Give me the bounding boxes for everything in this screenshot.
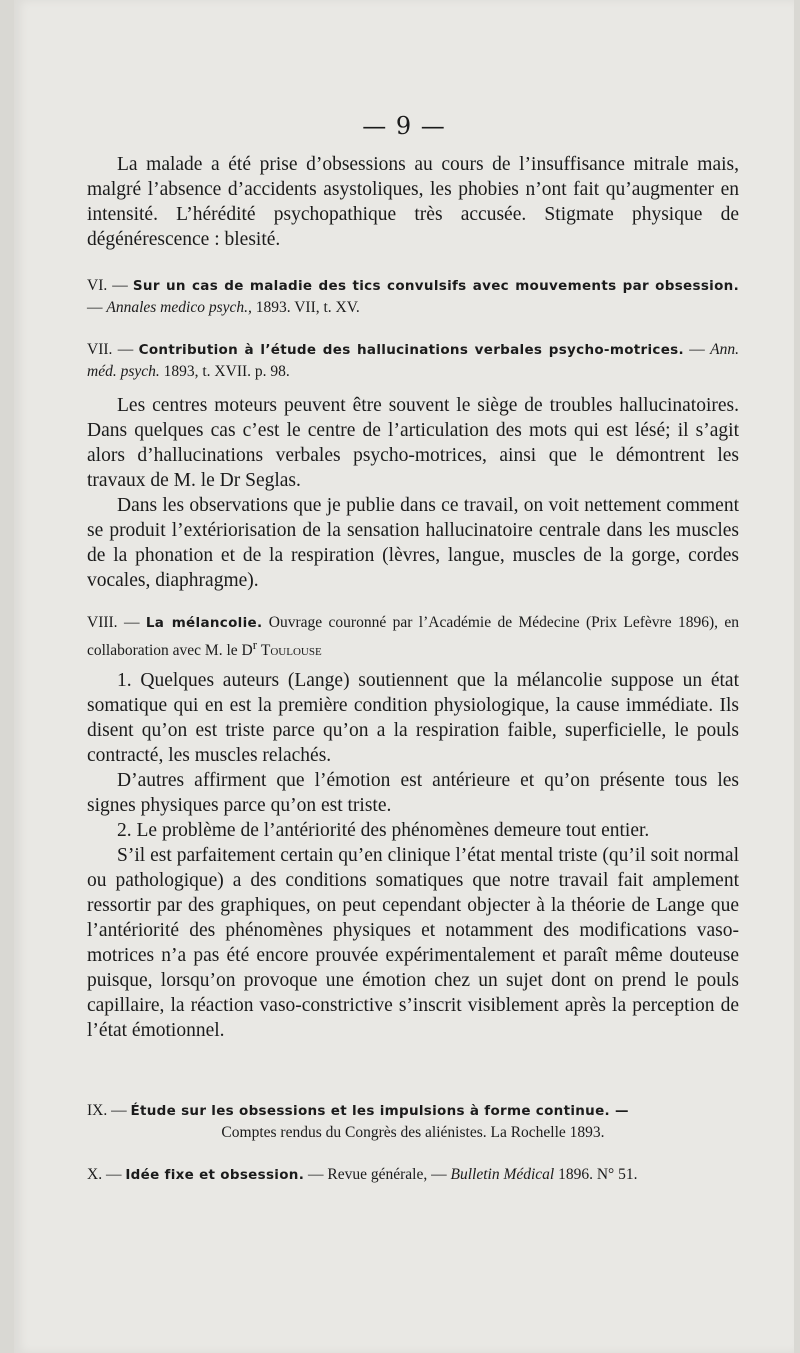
entry-x-number: X. —	[87, 1166, 122, 1183]
entry-viii-paragraph: D’autres affirment que l’émotion est antérieure et qu’on présente tous les signes physiques parce qu’on est triste.	[87, 770, 739, 816]
entry-vii-number: VII. —	[87, 341, 134, 358]
entry-viii-paragraph: 1. Quelques auteurs (Lange) soutiennent que la mélancolie suppose un état somatique qui en est la première condition physiologique, la cause immédiate. Ils disent qu’on est triste parce qu’on a la respiration faible, superficielle, le pouls contracté, les muscles relachés.	[87, 670, 739, 766]
entry-x-text: — Revue générale, —	[308, 1166, 447, 1183]
entry-vii-title: Contribution à l’étude des hallucinations verbales psycho-motrices.	[138, 342, 684, 358]
entry-viii-number: VIII. —	[87, 614, 140, 631]
entry-vii-body	[87, 393, 739, 593]
entry-ix-details: Comptes rendus du Congrès des aliénistes. La Rochelle 1893.	[221, 1124, 605, 1141]
entry-x-details: 1896. N° 51.	[558, 1166, 638, 1183]
entry-vii-journal: Ann. méd. psych.	[87, 341, 740, 380]
entry-viii-superscript: r	[252, 637, 258, 652]
entry-vi-details: 1893. VII, t. XV.	[255, 299, 360, 316]
entry-vi-journal: Annales medico psych.,	[106, 299, 252, 316]
entry-viii-body	[87, 668, 739, 1043]
entry-viii-text: Ouvrage couronné par l’Académie de Médecine (Prix Lefèvre 1896), en collaboration avec M. le D	[87, 614, 740, 660]
entry-ix	[87, 1100, 739, 1144]
book-page	[14, 0, 794, 1353]
intro-paragraph: La malade a été prise d’obsessions au cours de l’insuffisance mitrale mais, malgré l’absence d’accidents asystoliques, les phobies n’ont fait qu’augmenter en intensité. L’hérédité psychopathique très accusée. Stigmate physique de dégénérescence : blesité.	[87, 154, 739, 250]
entry-x	[87, 1164, 739, 1186]
entry-x-title: Idée fixe et obsession.	[125, 1167, 305, 1183]
entry-vi-title: Sur un cas de maladie des tics convulsifs avec mouvements par obsession.	[132, 278, 739, 294]
entry-viii-paragraph: S’il est parfaitement certain qu’en clinique l’état mental triste (qu’il soit normal ou pathologique) a des conditions somatiques que notre travail fait amplement ressortir par des graphiques, on peut cependant objecter à la théorie de Lange que l’antériorité des phénomènes physiques et notamment des modifications vaso-motrices n’a pas été encore prouvée expérimentalement et paraît même douteuse puisque, lorsqu’on provoque une émotion chez un sujet dont on prend le pouls capillaire, la réaction vaso-constrictive s’inscrit visiblement après la perception de l’état émotionnel.	[87, 845, 739, 1041]
entry-vii: VII. — Contribution à l’étude des hallucinations verbales psycho-motrices. — Ann. méd. psych. 1893, t. XVII. p. 98.	[87, 341, 740, 380]
page-number: — 9 —	[362, 112, 446, 140]
intro-paragraph-block	[87, 152, 739, 252]
entry-vi-number: VI. —	[87, 277, 128, 294]
entry-ix-number: IX. —	[87, 1102, 127, 1119]
entry-viii-paragraph: 2. Le problème de l’antériorité des phénomènes demeure tout entier.	[117, 820, 650, 841]
entry-vii-details: 1893, t. XVII. p. 98.	[163, 363, 290, 380]
entry-ix-title: Étude sur les obsessions et les impulsions à forme continue. —	[130, 1103, 629, 1119]
entry-vi: VI. — Sur un cas de maladie des tics convulsifs avec mouvements par obsession. — Annales medico psych., 1893. VII, t. XV.	[87, 277, 739, 316]
entry-vii-paragraph: Les centres moteurs peuvent être souvent le siège de troubles hallucinatoires. Dans quelques cas c’est le centre de l’articulation des mots qui est lésé; il s’agit alors d’hallucinations verbales psycho-motrices, ainsi que le démontrent les travaux de M. le Dr Seglas.	[87, 395, 739, 491]
entry-viii-title: La mélancolie.	[145, 615, 263, 631]
entry-viii	[87, 612, 739, 662]
entry-vii-paragraph: Dans les observations que je publie dans ce travail, on voit nettement comment se produit l’extériorisation de la sensation hallucinatoire centrale dans les muscles de la phonation et de la respiration (lèvres, langue, muscles de la gorge, cordes vocales, diaphragme).	[87, 495, 739, 591]
entry-viii-author: Toulouse	[260, 642, 322, 660]
entry-x-journal: Bulletin Médical	[450, 1166, 555, 1183]
